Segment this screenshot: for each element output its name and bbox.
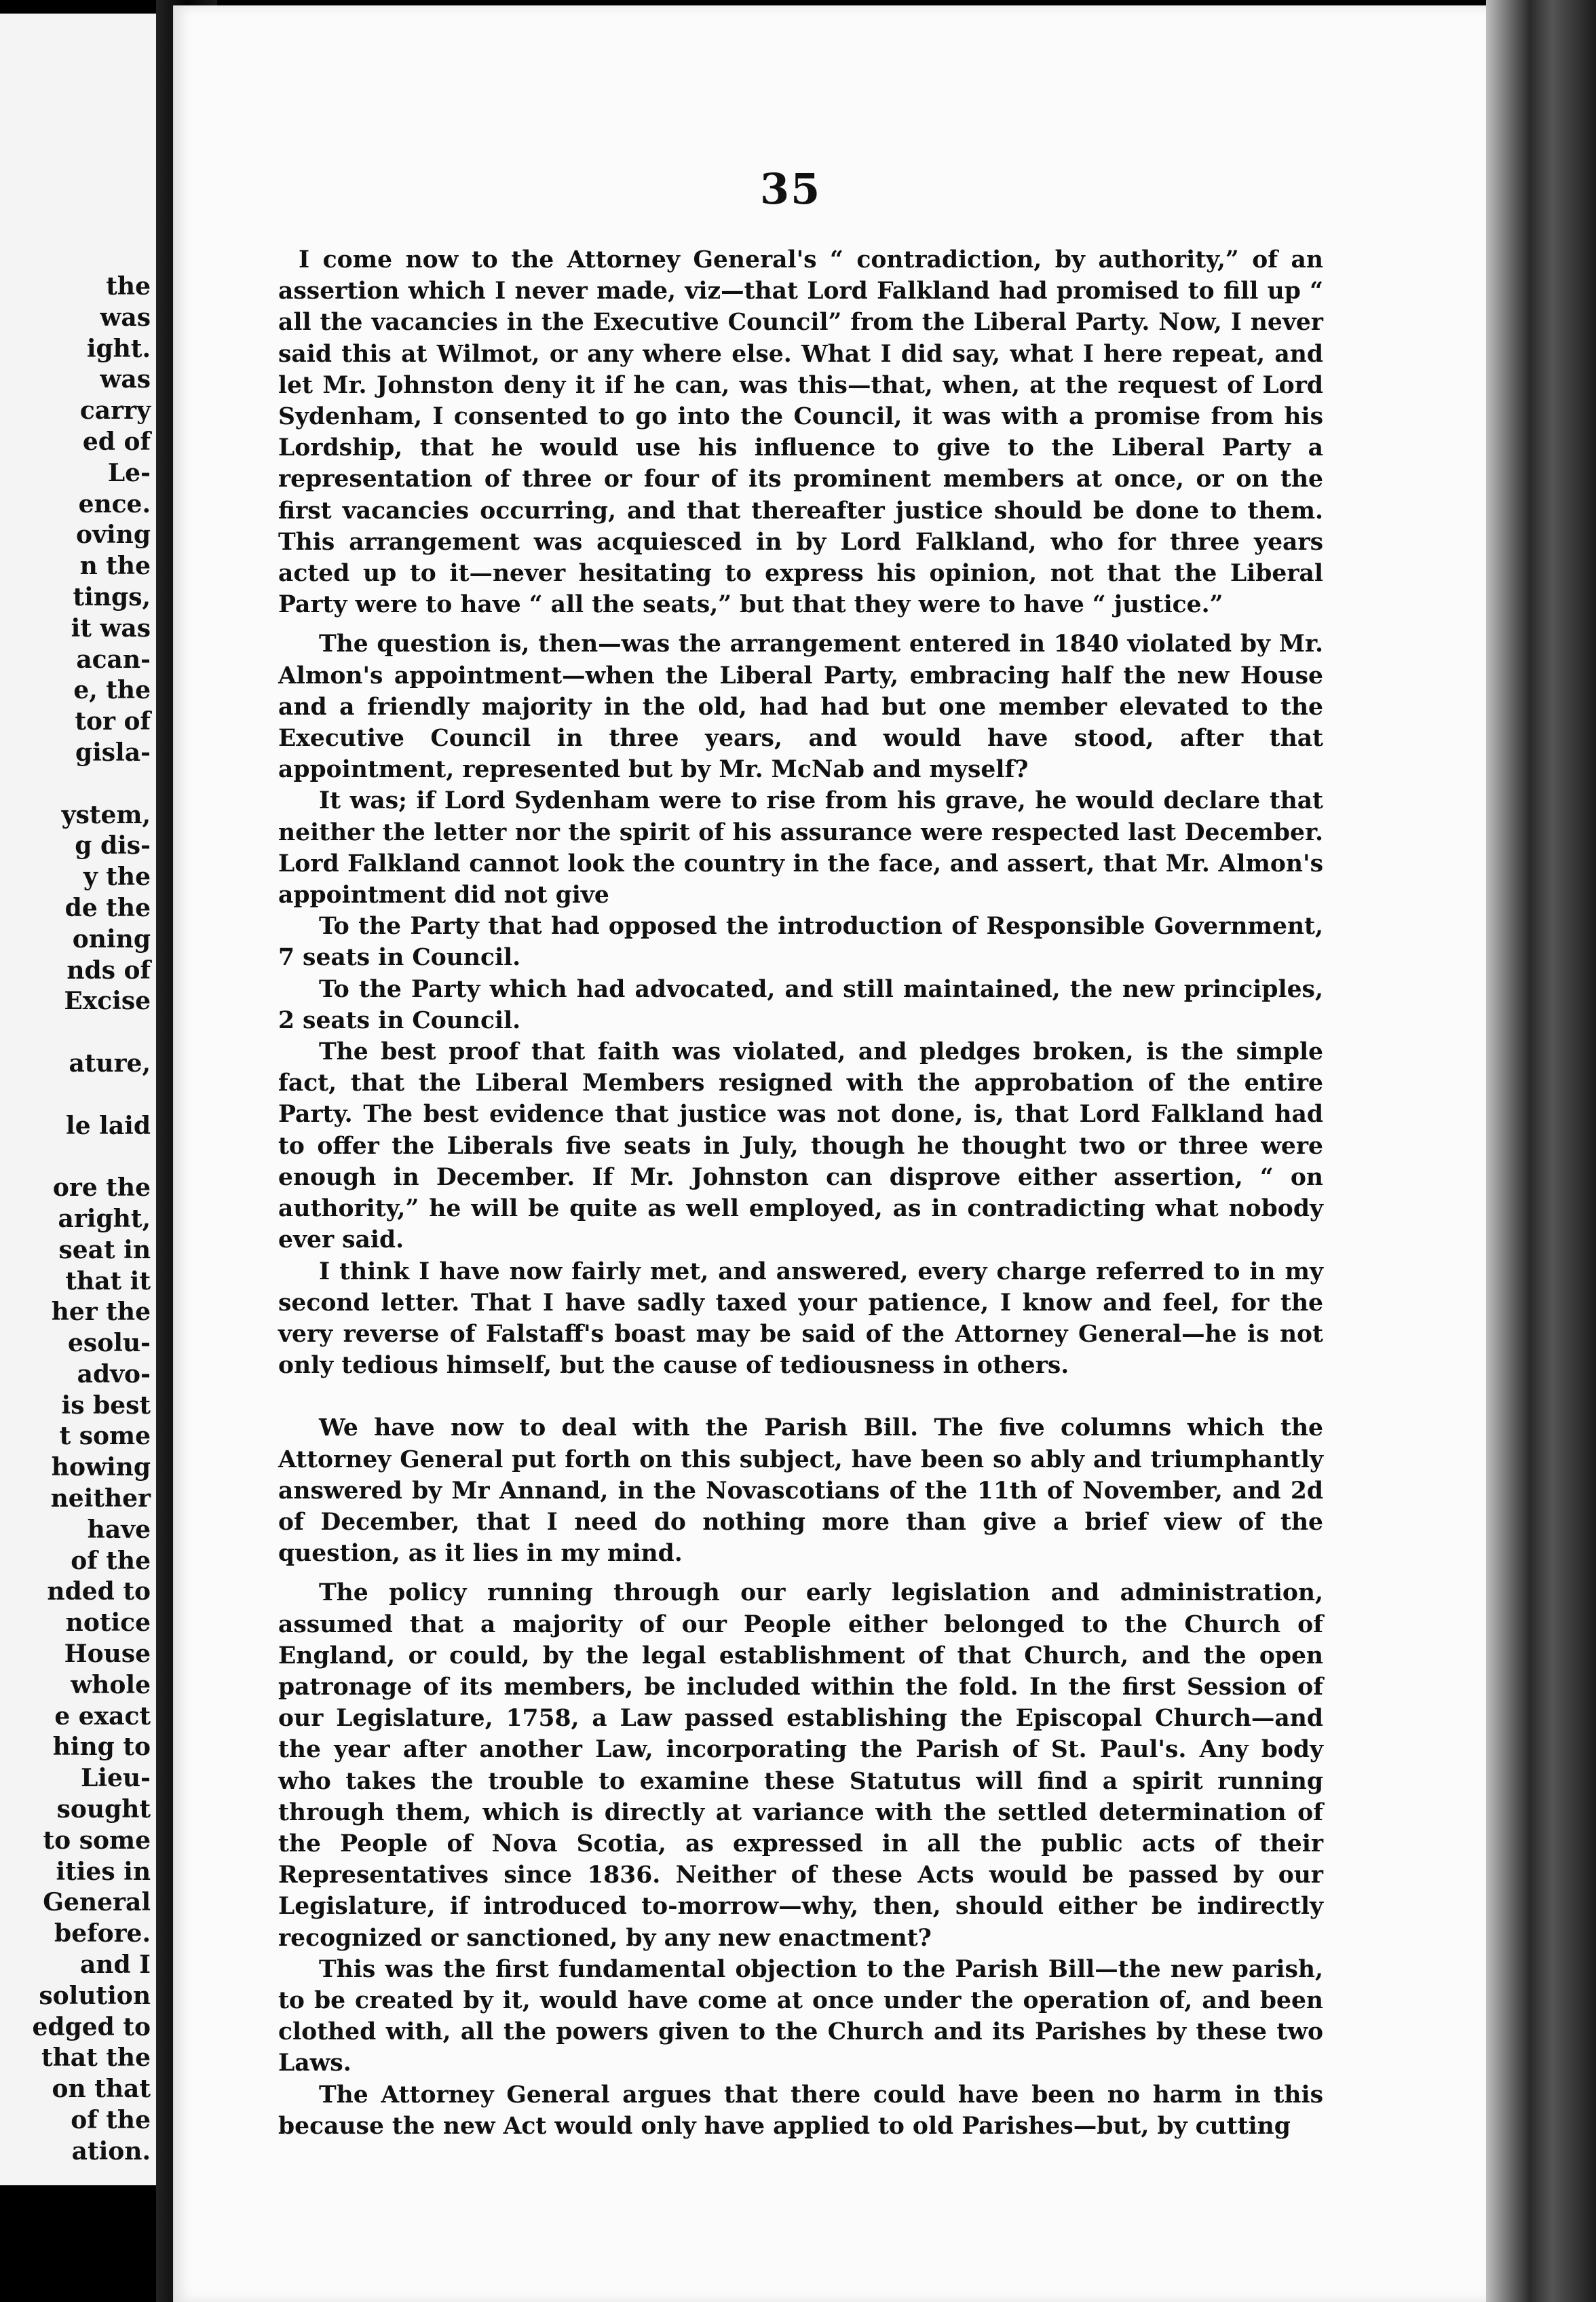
left-fragment-line: edged to <box>32 2012 151 2041</box>
left-fragment-line: neither <box>50 1484 151 1513</box>
left-fragment-line: nds of <box>66 956 151 985</box>
left-fragment-line: e, the <box>73 676 151 705</box>
left-fragment-line: ystem, <box>61 800 151 829</box>
left-fragment-line: ation. <box>71 2136 151 2166</box>
left-fragment-line <box>1 1017 151 1049</box>
left-fragment-line: sought <box>56 1795 151 1824</box>
left-fragment-line: her the <box>51 1298 151 1327</box>
left-fragment-line: Le- <box>107 458 151 487</box>
left-fragment-line: solution <box>39 1981 151 2010</box>
left-fragment-line: y the <box>83 863 151 892</box>
paragraph-9 <box>278 1577 1323 1953</box>
left-fragment-line: howing <box>51 1453 151 1482</box>
left-fragment-line: gisla- <box>75 738 151 767</box>
left-fragment-line: n the <box>79 552 151 581</box>
left-fragment-line: House <box>64 1640 151 1669</box>
paragraph-11 <box>278 2079 1323 2142</box>
paragraph-text: The question is, then—was the arrangement entered in 1840 violated by Mr. Almon's appointment—when the Liberal Party, embracing half the new House and a friendly majority in the old, had had but one member elevated to the Executive Council in three years, and would have stood, after that appointment, represented but by Mr. McNab and myself? <box>278 630 1323 784</box>
left-fragment-line: oning <box>72 924 151 954</box>
left-fragment-line: ore the <box>52 1173 151 1203</box>
paragraph-text: The best proof that faith was violated, and pledges broken, is the simple fact, that the Liberal Members resigned with the approbation of the entire Party. The best evidence that justice was not done, is, that Lord Falkland had to offer the Liberals five seats in July, though he thought two or three were enough in December. If Mr. Johnston can disprove either assertion, “ on authority,” he will be quite as well employed, as in contradicting what nobody ever said. <box>278 1038 1323 1254</box>
left-facing-page <box>0 14 156 2185</box>
left-fragment-line: General <box>43 1888 151 1917</box>
paragraph-text: This was the first fundamental objection to the Parish Bill—the new parish, to be created by it, would have come at once under the operation of, and been clothed with, all the powers given to the Church and its Parishes by these two Laws. <box>278 1955 1323 2077</box>
text-column <box>278 244 1323 2142</box>
left-fragment-line: g dis- <box>75 831 151 861</box>
left-fragment-line: carry <box>79 396 151 426</box>
left-fragment-line: on that <box>52 2075 151 2104</box>
left-fragment-line: acan- <box>76 645 151 674</box>
paragraph-8 <box>278 1412 1323 1569</box>
left-fragment-line <box>1 1080 151 1111</box>
left-fragment-line: ed of <box>82 427 151 456</box>
page-number: 35 <box>760 164 822 214</box>
paragraph-text: To the Party that had opposed the introduction of Responsible Government, 7 seats in Council. <box>278 913 1323 972</box>
paragraph-4 <box>278 911 1323 973</box>
left-fragment-line: was <box>100 365 151 394</box>
left-fragment-line: nded to <box>47 1577 151 1606</box>
left-fragment-line: hing to <box>52 1733 151 1762</box>
left-fragment-line: that the <box>41 2043 151 2073</box>
left-fragment-line: to some <box>43 1826 151 1855</box>
left-fragment-line: advo- <box>77 1359 151 1389</box>
left-fragment-line <box>1 1141 151 1173</box>
left-fragment-line: before. <box>54 1919 151 1948</box>
paragraph-text: The Attorney General argues that there could have been no harm in this because the new Act would only have applied to old Parishes—but, by cutting <box>278 2081 1323 2140</box>
left-fragment-line: t some <box>59 1422 151 1451</box>
left-fragment-line: the <box>106 272 151 301</box>
paragraph-7 <box>278 1256 1323 1382</box>
left-fragment-line: seat in <box>58 1235 151 1264</box>
paragraph-6 <box>278 1036 1323 1256</box>
left-fragment-line: have <box>87 1515 151 1544</box>
left-fragment-line: Lieu- <box>80 1764 151 1793</box>
left-fragment-line: whole <box>71 1670 151 1699</box>
paragraph-10 <box>278 1954 1323 2079</box>
left-fragment-line: tor of <box>75 707 151 736</box>
left-fragment-line: ities in <box>56 1857 151 1886</box>
left-fragment-line: tings, <box>73 582 151 611</box>
left-fragment-line: de the <box>64 893 151 922</box>
left-page-text-fragments <box>1 271 151 2168</box>
paragraph-text: I think I have now fairly met, and answered, every charge referred to in my second letter. That I have sadly taxed your patience, I know and feel, for the very reverse of Falstaff's boast may be said of the Attorney General—he is not only tedious himself, but the cause of tediousness in others. <box>278 1258 1323 1380</box>
left-fragment-line: ight. <box>86 334 151 363</box>
left-fragment-line: was <box>100 303 151 332</box>
paragraph-2 <box>278 628 1323 785</box>
left-fragment-line: esolu- <box>68 1329 151 1358</box>
left-fragment-line: and I <box>79 1950 151 1980</box>
left-fragment-line: notice <box>65 1608 151 1638</box>
paragraph-text: We have now to deal with the Parish Bill. The five columns which the Attorney General put forth on this subject, have been so ably and triumphantly answered by Mr Annand, in the Novascotians of the 11th of November, and 2d of December, that I need do nothing more than give a brief view of the question, as it lies in my mind. <box>278 1414 1323 1568</box>
left-fragment-line: that it <box>65 1266 151 1296</box>
paragraph-text: It was; if Lord Sydenham were to rise from his grave, he would declare that neither the letter nor the spirit of his assurance were respected last December. Lord Falkland cannot look the country in the face, and assert, that Mr. Almon's appointment did not give <box>278 787 1323 909</box>
page-edges <box>1486 0 1596 2302</box>
paragraph-5 <box>278 974 1323 1036</box>
left-fragment-line: is best <box>61 1391 151 1420</box>
left-fragment-line: ature, <box>69 1049 151 1078</box>
left-fragment-line: of the <box>71 1546 151 1575</box>
left-fragment-line: ence. <box>78 489 151 518</box>
paragraph-text: The policy running through our early legislation and administration, assumed that a majority of our People either belonged to the Church of England, or could, by the legal establishment of that Church, and the open patronage of its members, be included within the fold. In the first Session of our Legislature, 1758, a Law passed establishing the Episcopal Church—and the year after another Law, incorporating the Parish of St. Paul's. Any body who takes the trouble to examine these Statutus will find a spirit running through them, which is directly at variance with the settled determination of the People of Nova Scotia, as expressed in all the public acts of their Representatives since 1836. Neither of these Acts would be passed by our Legislature, if introduced to-morrow—why, then, should either be indirectly recognized or sanctioned, by any new enactment? <box>278 1579 1323 1952</box>
paragraph-text: To the Party which had advocated, and still maintained, the new principles, 2 seats in Council. <box>278 975 1323 1034</box>
left-fragment-line: Excise <box>64 987 151 1016</box>
left-fragment-line: oving <box>76 521 151 550</box>
left-fragment-line: e exact <box>54 1701 151 1731</box>
left-fragment-line: aright, <box>58 1204 151 1233</box>
left-fragment-line <box>1 769 151 800</box>
left-fragment-line: it was <box>71 614 151 643</box>
paragraph-text: I come now to the Attorney General's “ contradiction, by authority,” of an assertion which I never made, viz—that Lord Falkland had promised to fill up “ all the vacancies in the Executive Council” from the Liberal Party. Now, I never said this at Wilmot, or any where else. What I did say, what I here repeat, and let Mr. Johnston deny it if he can, was this—that, when, at the request of Lord Sydenham, I consented to go into the Council, it was with a promise from his Lordship, that he would use his influence to give to the Liberal Party a representation of three or four of its prominent members at once, or on the first vacancies occurring, and that thereafter justice should be done to them. This arrangement was acquiesced in by Lord Falkland, who for three years acted up to it—never hesitating to express his opinion, not that the Liberal Party were to have “ all the seats,” but that they were to have “ justice.” <box>278 246 1323 619</box>
paragraph-3 <box>278 785 1323 911</box>
paragraph-1 <box>278 244 1323 620</box>
left-fragment-line: le laid <box>66 1111 151 1140</box>
left-fragment-line: of the <box>71 2106 151 2135</box>
